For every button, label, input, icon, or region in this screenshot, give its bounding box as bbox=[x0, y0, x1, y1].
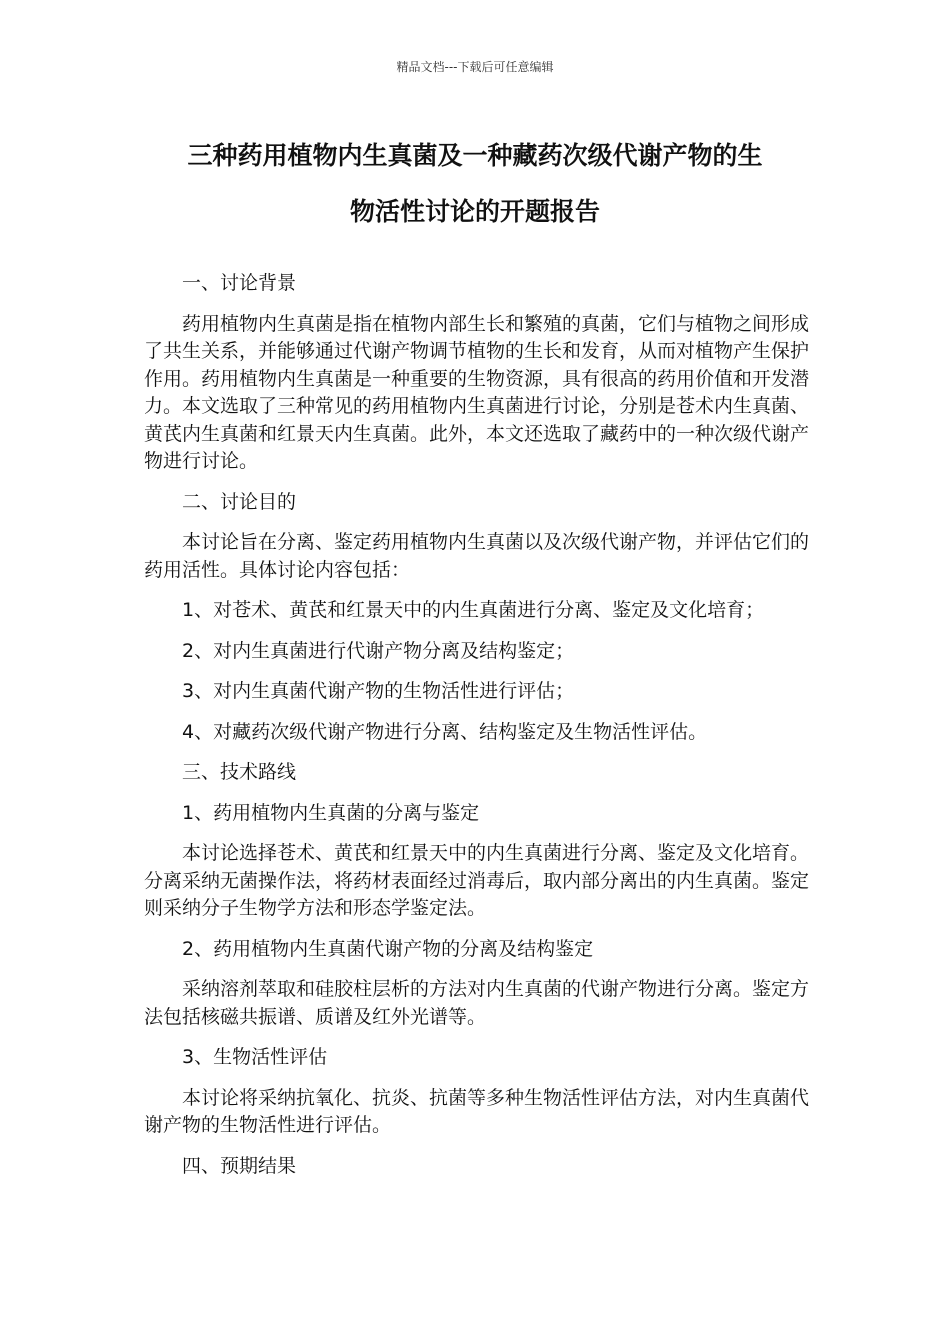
section-heading-purpose: 二、讨论目的 bbox=[182, 490, 297, 513]
section-heading-technical-route: 三、技术路线 bbox=[182, 761, 297, 783]
list-item-purpose-1: 1、对苍术、黄芪和红景天中的内生真菌进行分离、鉴定及文化培育； bbox=[182, 599, 765, 621]
title-line-2: 物活性讨论的开题报告 bbox=[349, 197, 600, 226]
paragraph-bioactivity: 本讨论将采纳抗氧化、抗炎、抗菌等多种生物活性评估方法，对内生真菌代谢产物的生物活性进行评估。 bbox=[144, 1086, 810, 1136]
section-heading-background: 一、讨论背景 bbox=[182, 272, 297, 294]
paragraph-background: 药用植物内生真菌是指在植物内部生长和繁殖的真菌，它们与植物之间形成了共生关系，并能够通过代谢产物调节植物的生长和发育，从而对植物产生保护作用。药用植物内生真菌是一种重要的生物资源，具有很高的药用价值和开发潜力。本文选取了三种常见的药用植物内生真菌进行讨论，分别是苍术内生真菌、黄芪内生真菌和红景天内生真菌。此外，本文还选取了藏药中的一种次级代谢产物进行讨论。 bbox=[144, 312, 810, 472]
paragraph-isolation: 本讨论选择苍术、黄芪和红景天中的内生真菌进行分离、鉴定及文化培育。分离采纳无菌操作法，将药材表面经过消毒后，取内部分离出的内生真菌。鉴定则采纳分子生物学方法和形态学鉴定法。 bbox=[144, 842, 810, 919]
list-item-purpose-3: 3、对内生真菌代谢产物的生物活性进行评估； bbox=[182, 680, 575, 702]
subheading-bioactivity: 3、生物活性评估 bbox=[182, 1046, 328, 1068]
document-body bbox=[144, 270, 810, 1180]
title-line-1: 三种药用植物内生真菌及一种藏药次级代谢产物的生 bbox=[187, 141, 763, 170]
subheading-metabolite-structure: 2、药用植物内生真菌代谢产物的分离及结构鉴定 bbox=[182, 937, 594, 960]
header-note: 精品文档---下载后可任意编辑 bbox=[396, 60, 554, 74]
section-heading-expected-results: 四、预期结果 bbox=[182, 1154, 297, 1177]
paragraph-purpose: 本讨论旨在分离、鉴定药用植物内生真菌以及次级代谢产物，并评估它们的药用活性。具体讨论内容包括： bbox=[144, 531, 810, 581]
subheading-isolation: 1、药用植物内生真菌的分离与鉴定 bbox=[182, 801, 480, 824]
list-item-purpose-2: 2、对内生真菌进行代谢产物分离及结构鉴定； bbox=[182, 639, 575, 662]
document-title bbox=[130, 128, 820, 240]
list-item-purpose-4: 4、对藏药次级代谢产物进行分离、结构鉴定及生物活性评估。 bbox=[182, 720, 708, 743]
paragraph-metabolite-structure: 采纳溶剂萃取和硅胶柱层析的方法对内生真菌的代谢产物进行分离。鉴定方法包括核磁共振谱、质谱及红外光谱等。 bbox=[144, 978, 810, 1028]
